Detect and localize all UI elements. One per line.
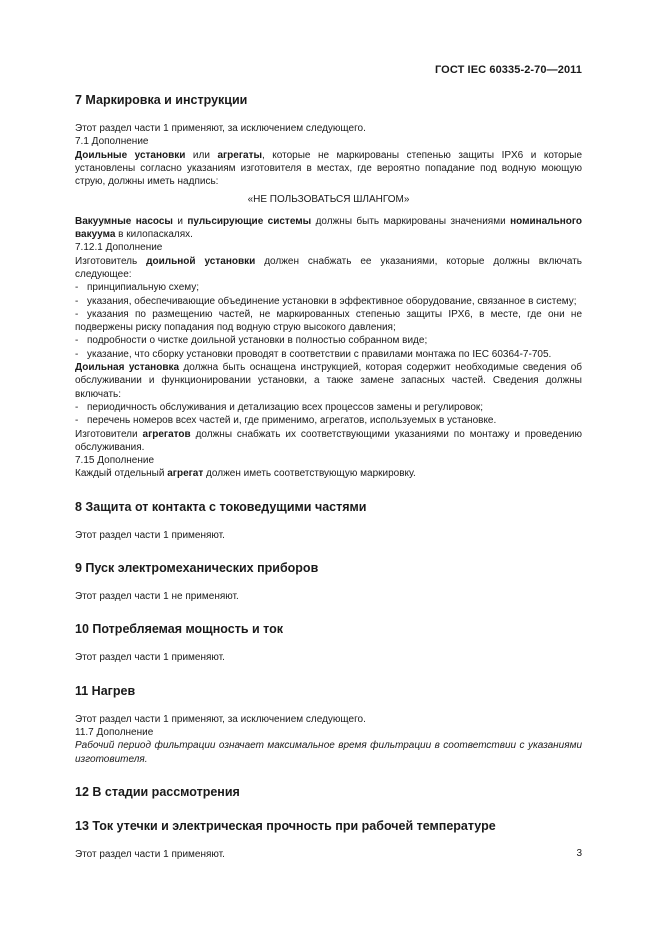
section-7-paragraph: Доильная установка должна быть оснащена инструкцией, которая содержит необходимые сведения об обслуживании и функционировании установки, а также замене запасных частей. Сведения должны включать: — [75, 362, 582, 400]
section-8-text: Этот раздел части 1 применяют. — [75, 529, 225, 541]
section-7-paragraph: Каждый отдельный агрегат должен иметь соответствующую маркировку. — [75, 468, 416, 480]
section-7-paragraph: Изготовитель доильной установки должен снабжать ее указаниями, которые должны включать следующее: — [75, 255, 583, 280]
subsection-7-12-1: 7.12.1 Дополнение — [75, 242, 163, 254]
section-7-title: 7 Маркировка и инструкции — [75, 93, 248, 107]
section-11-title: 11 Нагрев — [75, 683, 136, 698]
subsection-11-7: 11.7 Дополнение — [75, 726, 154, 738]
list-item: - указания по размещению частей, не маркированных степенью защиты IPX6, в месте, где они не подвержены риску попадания под водную струю высокого давления; — [75, 308, 582, 334]
list-item: - указания, обеспечивающие объединение установки в эффективное оборудование, связанное в систему; — [75, 295, 577, 307]
list-item: - указание, что сборку установки проводят в соответствии с правилами монтажа по IEC 60364-7-705. — [75, 348, 552, 360]
section-13-text: Этот раздел части 1 применяют. — [75, 848, 225, 860]
section-11-intro: Этот раздел части 1 применяют, за исключением следующего. — [75, 713, 366, 725]
warning-text: «НЕ ПОЛЬЗОВАТЬСЯ ШЛАНГОМ» — [247, 194, 410, 206]
page-number: 3 — [576, 848, 582, 859]
section-13-title: 13 Ток утечки и электрическая прочность при рабочей температуре — [75, 818, 496, 833]
section-7-paragraph: Вакуумные насосы и пульсирующие системы должны быть маркированы значениями номинального вакуума в килопаскалях. — [75, 215, 583, 241]
section-10-title: 10 Потребляемая мощность и ток — [75, 622, 283, 637]
document-id: ГОСТ IEC 60335-2-70—2011 — [434, 64, 582, 76]
subsection-7-15: 7.15 Дополнение — [75, 455, 155, 467]
section-7-paragraph: Изготовители агрегатов должны снабжать их соответствующими указаниями по монтажу и проведению обслуживания. — [75, 428, 582, 453]
section-9-text: Этот раздел части 1 не применяют. — [75, 591, 239, 603]
section-7-intro: Этот раздел части 1 применяют, за исключением следующего. — [75, 123, 366, 134]
list-item: - периодичность обслуживания и детализацию всех процессов замены и регулировок; — [75, 401, 484, 413]
list-item: - принципиальную схему; — [75, 282, 200, 294]
section-12-title: 12 В стадии рассмотрения — [75, 784, 240, 799]
section-9-title: 9 Пуск электромеханических приборов — [75, 561, 319, 576]
section-10-text: Этот раздел части 1 применяют. — [75, 652, 225, 664]
section-7-paragraph: Доильные установки или агрегаты, которые не маркированы степенью защиты IPX6 и которые установлены согласно указаниям изготовителя в местах, где вероятно попадание под водную моющую струю, должны иметь надпись: — [75, 149, 583, 188]
list-item: - перечень номеров всех частей и, где применимо, агрегатов, используемых в установке. — [75, 415, 497, 427]
document-body — [75, 92, 582, 861]
section-11-definition: Рабочий период фильтрации означает максимальное время фильтрации в соответствии с указаниями изготовителя. — [75, 740, 582, 765]
section-8-title: 8 Защита от контакта с токоведущими частями — [75, 499, 367, 514]
list-item: - подробности о чистке доильной установки в полностью собранном виде; — [75, 335, 428, 347]
subsection-7-1: 7.1 Дополнение — [75, 136, 149, 148]
